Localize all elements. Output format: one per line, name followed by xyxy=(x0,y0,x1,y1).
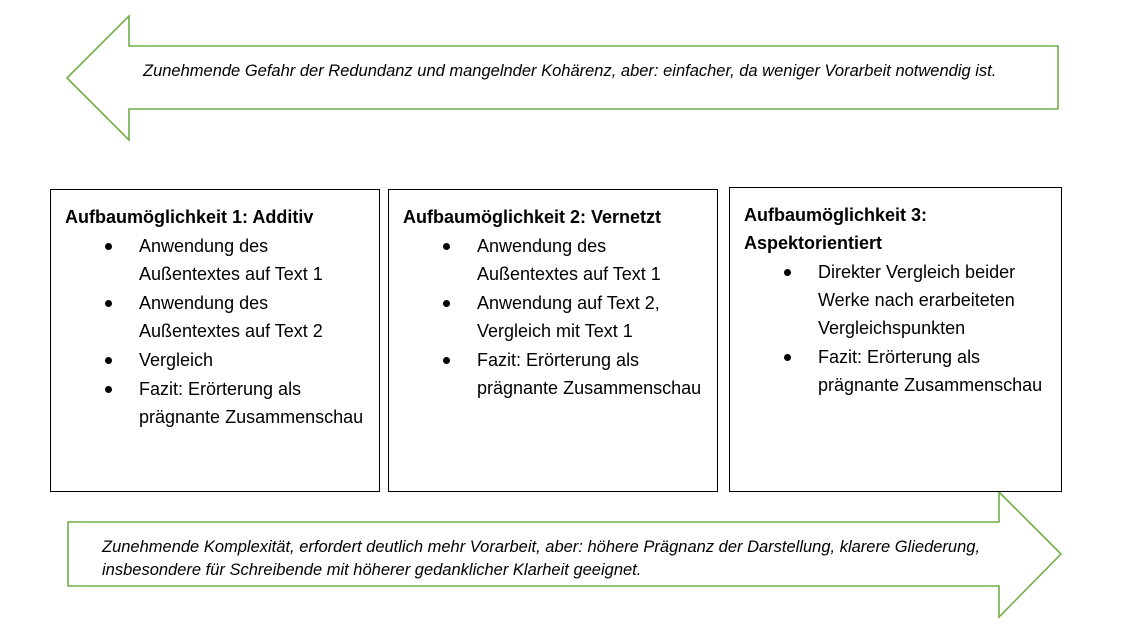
list-item: Anwendung des Außentextes auf Text 1 xyxy=(65,232,369,288)
box-list xyxy=(403,232,707,402)
bullet-icon xyxy=(443,243,450,250)
list-item: Anwendung auf Text 2, Vergleich mit Text 1 xyxy=(403,289,707,345)
box-additiv xyxy=(50,189,380,492)
list-item: Anwendung des Außentextes auf Text 2 xyxy=(65,289,369,345)
box-aspektorientiert xyxy=(729,187,1062,492)
bullet-icon xyxy=(784,354,791,361)
bullet-icon xyxy=(105,357,112,364)
bullet-icon xyxy=(443,300,450,307)
box-title: Aufbaumöglichkeit 3: Aspektorientiert xyxy=(744,205,928,253)
bullet-icon xyxy=(105,300,112,307)
list-item: Vergleich xyxy=(65,346,369,374)
top-arrow-text: Zunehmende Gefahr der Redundanz und mangelnder Kohärenz, aber: einfacher, da weniger Vorarbeit notwendig ist. xyxy=(143,62,997,80)
box-title: Aufbaumöglichkeit 1: Additiv xyxy=(65,207,314,227)
list-item: Fazit: Erörterung als prägnante Zusammenschau xyxy=(65,375,369,431)
bullet-icon xyxy=(443,357,450,364)
box-list xyxy=(744,258,1051,399)
list-item: Fazit: Erörterung als prägnante Zusammenschau xyxy=(403,346,707,402)
bullet-icon xyxy=(105,386,112,393)
box-title: Aufbaumöglichkeit 2: Vernetzt xyxy=(403,207,662,227)
box-vernetzt xyxy=(388,189,718,492)
bullet-icon xyxy=(105,243,112,250)
list-item: Direkter Vergleich beider Werke nach erarbeiteten Vergleichspunkten xyxy=(744,258,1051,342)
bottom-arrow-text: Zunehmende Komplexität, erfordert deutlich mehr Vorarbeit, aber: höhere Prägnanz der Darstellung, klarere Gliederung, insbesondere für Schreibende mit höherer gedanklicher Klarheit geeignet. xyxy=(102,538,981,579)
box-list xyxy=(65,232,369,431)
bullet-icon xyxy=(784,269,791,276)
list-item: Anwendung des Außentextes auf Text 1 xyxy=(403,232,707,288)
list-item: Fazit: Erörterung als prägnante Zusammenschau xyxy=(744,343,1051,399)
